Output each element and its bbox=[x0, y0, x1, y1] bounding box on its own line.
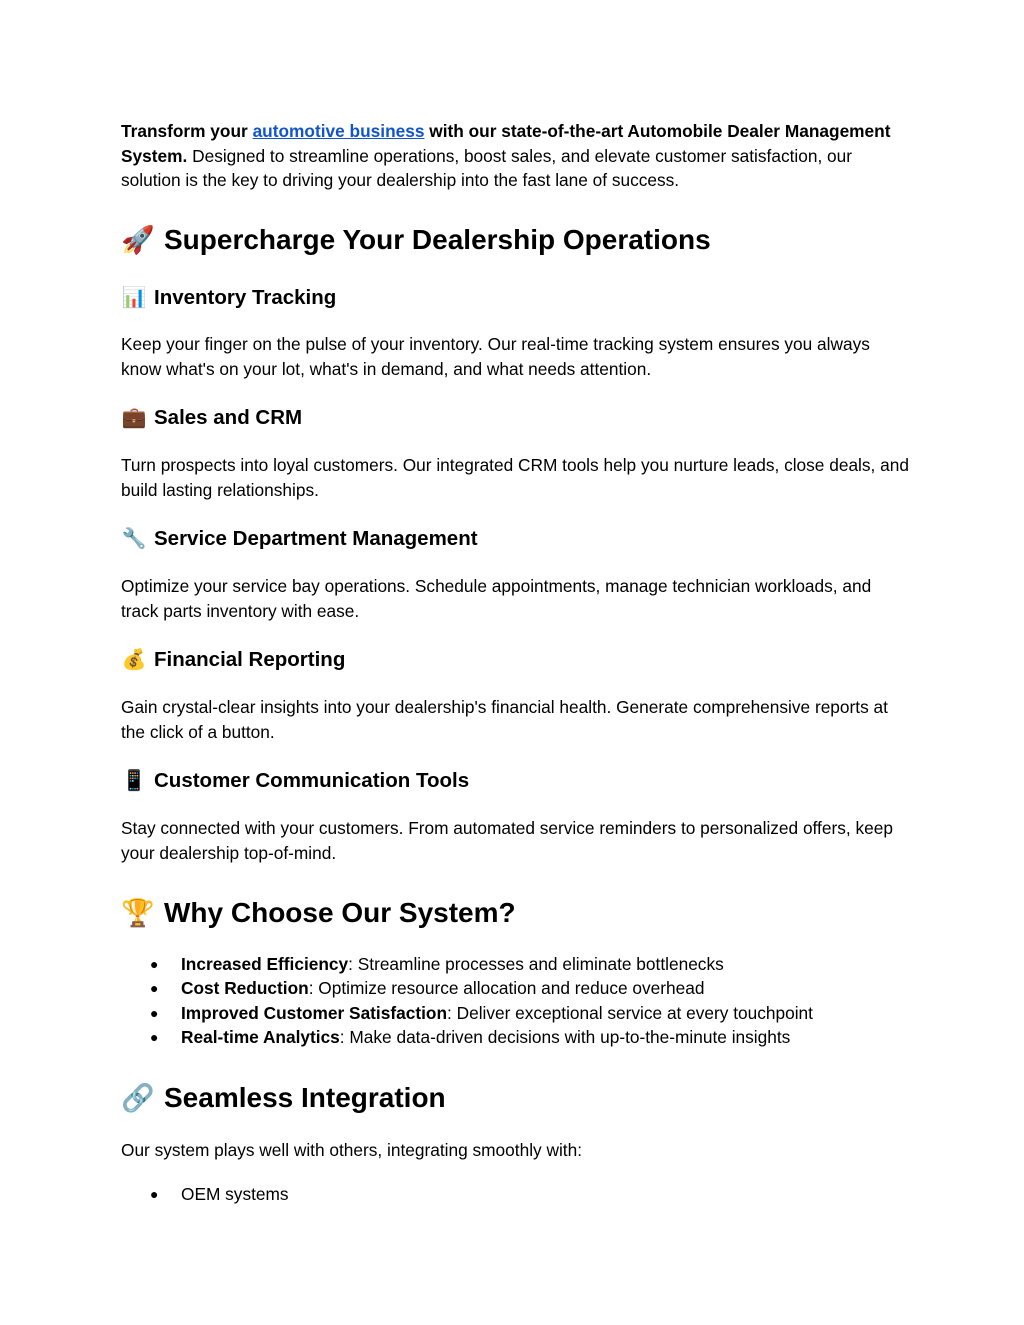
bullet-icon: ● bbox=[150, 1004, 159, 1021]
list-item bbox=[150, 976, 813, 1000]
integration-text: Our system plays well with others, integrating smoothly with: bbox=[121, 1140, 583, 1160]
integration-item: OEM systems bbox=[181, 1184, 289, 1204]
feature-text-communication: Stay connected with your customers. From automated service reminders to personalized offers, keep your dealership top-of-mind. bbox=[121, 818, 893, 863]
intro-bold-rest: with our state-of-the-art Automobile Dealer Management System. bbox=[121, 121, 891, 166]
mobile-phone-icon: 📱 bbox=[121, 770, 147, 792]
bar-chart-icon: 📊 bbox=[121, 287, 147, 309]
feature-title: Inventory Tracking bbox=[154, 286, 337, 309]
feature-heading-communication bbox=[121, 767, 469, 795]
benefit-term: Cost Reduction bbox=[181, 978, 309, 999]
benefit-desc: : Make data-driven decisions with up-to-the-minute insights bbox=[339, 1026, 791, 1047]
feature-text-sales-crm: Turn prospects into loyal customers. Our integrated CRM tools help you nurture leads, close deals, and build lasting relationships. bbox=[121, 455, 909, 500]
benefit-term: Improved Customer Satisfaction bbox=[181, 1002, 447, 1023]
feature-title: Financial Reporting bbox=[154, 648, 346, 671]
list-item bbox=[150, 1182, 289, 1206]
section-heading-integration bbox=[121, 1080, 446, 1116]
trophy-icon: 🏆 bbox=[121, 898, 155, 928]
section-title: Seamless Integration bbox=[164, 1082, 446, 1113]
feature-text-inventory: Keep your finger on the pulse of your inventory. Our real-time tracking system ensures you always know what's on your lot, what's in demand, and what needs attention. bbox=[121, 334, 870, 379]
feature-text-financial: Gain crystal-clear insights into your dealership's financial health. Generate comprehensive reports at the click of a button. bbox=[121, 697, 888, 742]
integration-list bbox=[150, 1182, 289, 1206]
intro-lead: Transform your bbox=[121, 121, 253, 141]
intro-body: Designed to streamline operations, boost sales, and elevate customer satisfaction, our solution is the key to driving your dealership into the fast lane of success. bbox=[121, 145, 853, 190]
feature-title: Sales and CRM bbox=[154, 406, 303, 429]
section-title: Supercharge Your Dealership Operations bbox=[164, 224, 711, 255]
section-title: Why Choose Our System? bbox=[164, 897, 516, 928]
link-icon: 🔗 bbox=[121, 1083, 155, 1113]
benefit-desc: : Deliver exceptional service at every touchpoint bbox=[447, 1002, 813, 1023]
rocket-icon: 🚀 bbox=[121, 225, 155, 255]
automotive-business-link[interactable]: automotive business bbox=[252, 121, 425, 141]
benefit-term: Increased Efficiency bbox=[181, 954, 349, 974]
benefit-desc: : Streamline processes and eliminate bottlenecks bbox=[348, 954, 724, 974]
briefcase-icon: 💼 bbox=[121, 407, 147, 429]
section-heading-supercharge bbox=[121, 222, 711, 258]
feature-heading-financial bbox=[121, 646, 345, 674]
list-item bbox=[150, 952, 813, 976]
benefit-term: Real-time Analytics bbox=[181, 1026, 340, 1047]
money-bag-icon: 💰 bbox=[121, 649, 147, 671]
feature-heading-sales-crm bbox=[121, 404, 302, 432]
benefits-list bbox=[150, 952, 813, 1049]
feature-title: Customer Communication Tools bbox=[154, 769, 470, 792]
benefit-desc: : Optimize resource allocation and reduce overhead bbox=[308, 978, 705, 999]
feature-heading-inventory bbox=[121, 284, 336, 312]
feature-text-service: Optimize your service bay operations. Schedule appointments, manage technician workloads, and track parts inventory with ease. bbox=[121, 576, 872, 621]
feature-heading-service bbox=[121, 525, 478, 553]
list-item bbox=[150, 1025, 813, 1049]
intro-paragraph bbox=[121, 119, 911, 193]
list-item bbox=[150, 1001, 813, 1025]
bullet-icon: ● bbox=[150, 980, 159, 997]
feature-title: Service Department Management bbox=[154, 527, 478, 550]
wrench-icon: 🔧 bbox=[121, 528, 147, 550]
bullet-icon: ● bbox=[150, 1186, 159, 1202]
section-heading-why-choose bbox=[121, 895, 516, 931]
bullet-icon: ● bbox=[150, 956, 159, 972]
bullet-icon: ● bbox=[150, 1028, 159, 1045]
